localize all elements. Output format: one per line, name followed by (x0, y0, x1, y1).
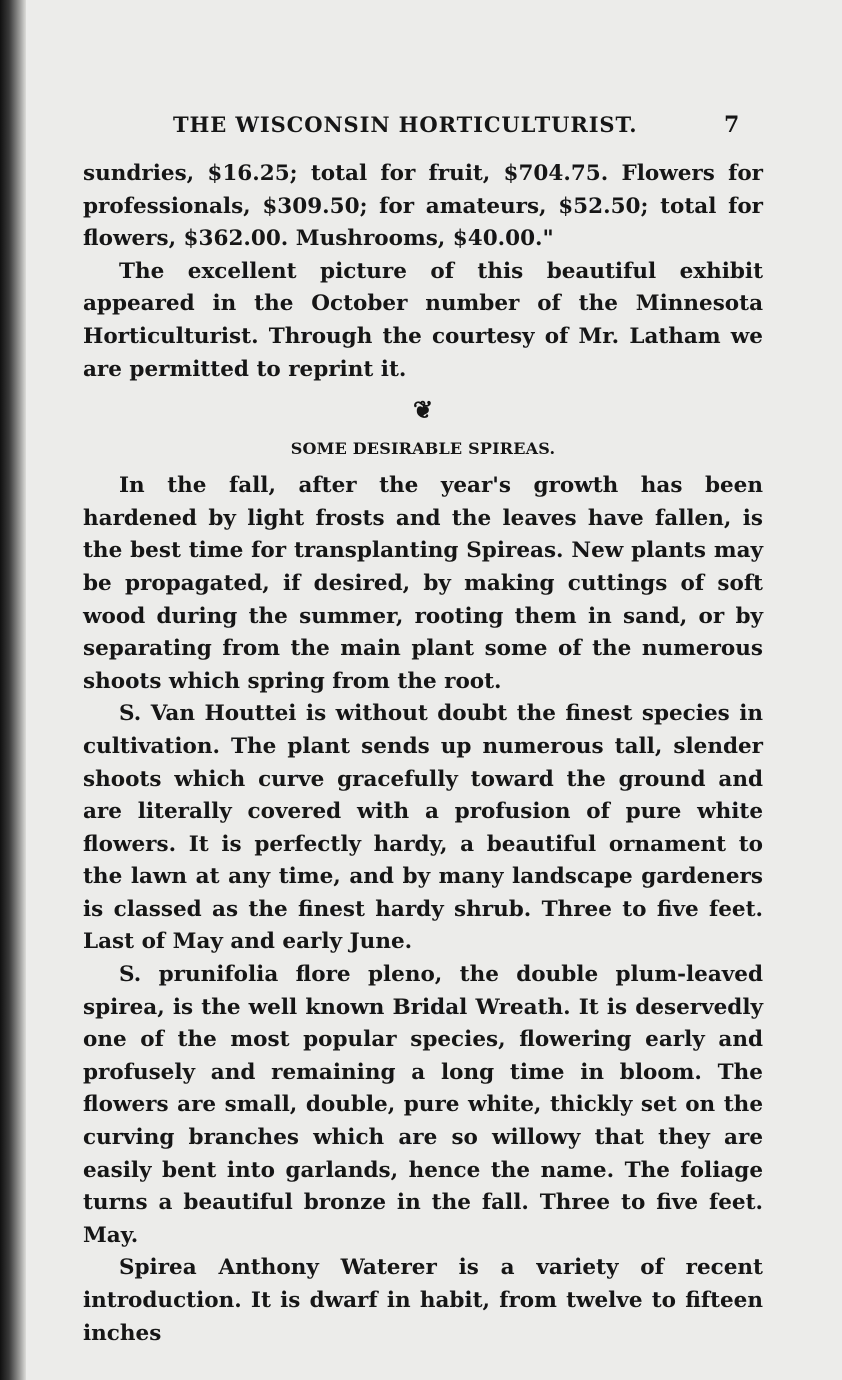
paragraph-continued: sundries, $16.25; total for fruit, $704.75. Flowers for professionals, $309.50; for amateurs, $52.50; total for flowers, $362.00. Mushrooms, $40.00." (83, 161, 763, 252)
paragraph-transplanting: In the fall, after the year's growth has been hardened by light frosts and the leaves have fallen, is the best time for transplanting Spireas. New plants may be propagated, if desired, by making cuttings of soft wood during the summer, rooting them in sand, or by separating from the main plant some of the numerous shoots which spring from the root. (83, 473, 763, 694)
page-header (26, 112, 842, 142)
book-binding-shadow (0, 0, 26, 1380)
book-page (26, 0, 842, 1380)
section-ornament-icon: ❦ (412, 395, 434, 425)
running-title: THE WISCONSIN HORTICULTURIST. (173, 112, 638, 137)
paragraph-anthony-waterer: Spirea Anthony Waterer is a variety of recent introduction. It is dwarf in habit, from twelve to fifteen inches (83, 1255, 763, 1346)
page-number: 7 (724, 112, 740, 138)
section-heading: SOME DESIRABLE SPIREAS. (290, 439, 556, 459)
paragraph-exhibit-picture: The excellent picture of this beautiful exhibit appeared in the October number of the Minnesota Horticulturist. Through the courtesy of Mr. Latham we are permitted to reprint it. (83, 258, 763, 382)
paragraph-van-houttei: S. Van Houttei is without doubt the finest species in cultivation. The plant sends up numerous tall, slender shoots which curve gracefully toward the ground and are literally covered with a profusion of pure white flowers. It is perfectly hardy, a beautiful ornament to the lawn at any time, and by many landscape gardeners is classed as the finest hardy shrub. Three to five feet. Last of May and early June. (83, 701, 763, 955)
paragraph-prunifolia: S. prunifolia flore pleno, the double plum-leaved spirea, is the well known Bridal Wreath. It is deservedly one of the most popular species, flowering early and profusely and remaining a long time in bloom. The flowers are small, double, pure white, thickly set on the curving branches which are so willowy that they are easily bent into garlands, hence the name. The foliage turns a beautiful bronze in the fall. Three to five feet. May. (83, 962, 763, 1248)
page-body (83, 158, 763, 1350)
